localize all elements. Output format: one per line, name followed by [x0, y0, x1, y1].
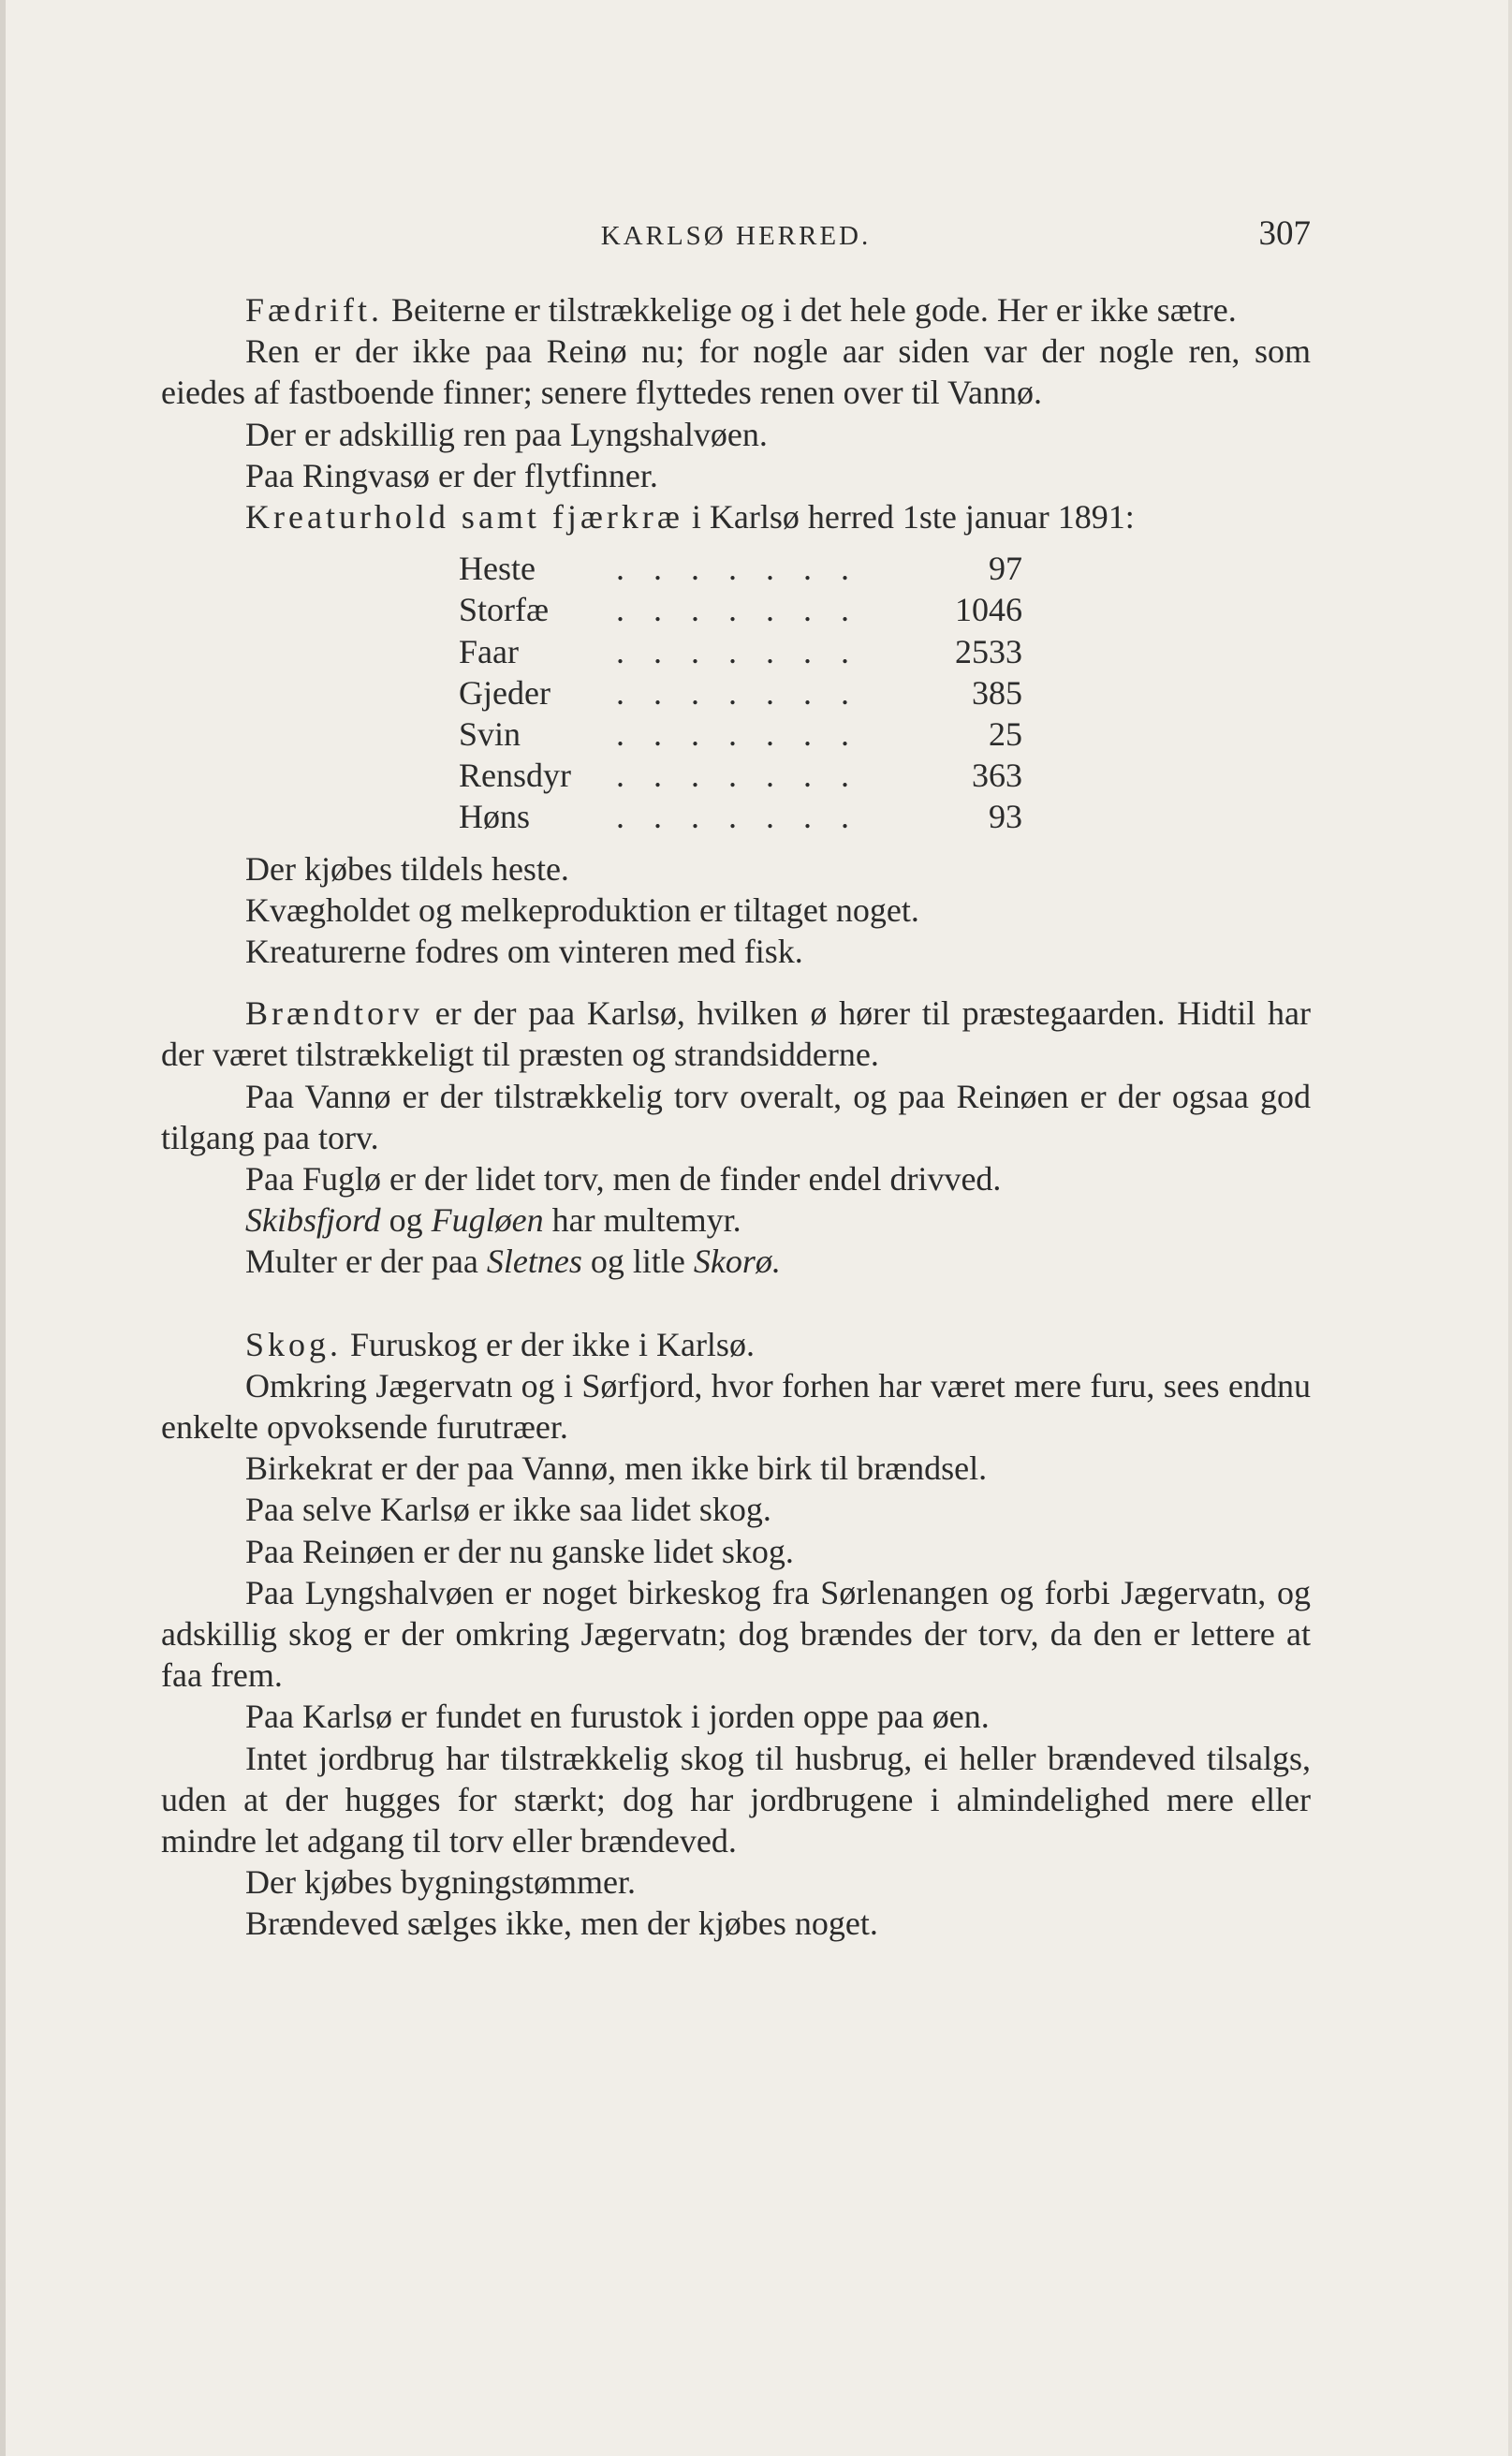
- livestock-name: Faar: [459, 632, 519, 670]
- leader-dots: . . . . . . .: [616, 632, 859, 670]
- lyngshalvoen-paragraph: Der er adskillig ren paa Lyngshalvøen.: [245, 415, 768, 453]
- place-sletnes: Sletnes: [486, 1243, 582, 1281]
- vanno-paragraph: Paa Vannø er der tilstrækkelig torv overalt, og paa Reinøen er der ogsaa god tilgang paa torv.: [161, 1077, 1311, 1156]
- livestock-count: 93: [989, 798, 1022, 836]
- faedrift-paragraph: [161, 289, 1311, 331]
- section-gap: [161, 972, 1311, 993]
- page-number: 307: [1258, 214, 1311, 253]
- kvaegholdet-paragraph: Kvægholdet og melkeproduktion er tiltaget noget.: [245, 890, 919, 929]
- leader-dots: . . . . . . .: [616, 550, 859, 588]
- place-fugloen: Fugløen: [431, 1201, 544, 1240]
- leader-dots: . . . . . . .: [616, 591, 859, 629]
- livestock-name: Høns: [459, 798, 531, 836]
- jaegervatn-paragraph: Omkring Jægervatn og i Sørfjord, hvor forhen har været mere furu, sees endnu enkelte opvoksende furutræer.: [161, 1366, 1311, 1446]
- running-title: KARLSØ HERRED.: [600, 221, 872, 251]
- place-skoro: Skorø.: [693, 1243, 781, 1281]
- section-gap: [161, 1283, 1311, 1324]
- multer-paragraph: [161, 1241, 1311, 1282]
- livestock-count: 1046: [955, 591, 1022, 629]
- skog-paragraph: [161, 1324, 1311, 1365]
- livestock-count: 97: [989, 550, 1022, 588]
- skog-heading: Skog.: [245, 1325, 343, 1363]
- ren-paragraph: Ren er der ikke paa Reinø nu; for nogle aar siden var der nogle ren, som eiedes af fastboende finner; senere flyttedes renen over til Vannø.: [161, 332, 1311, 412]
- kreaturhold-text: i Karlsø herred 1ste januar 1891:: [683, 498, 1135, 537]
- page-header: [161, 213, 1311, 260]
- braendtorv-text: er der paa Karlsø, hvilken ø hører til præstegaarden. Hidtil har der været tilstrækkeligt til præsten og strandsidderne.: [161, 994, 1311, 1074]
- page-edge-right: [1508, 0, 1512, 2456]
- multemyr-text: har multemyr.: [543, 1201, 741, 1240]
- kreaturhold-heading: Kreaturhold samt fjærkræ: [245, 498, 683, 537]
- bygningstommer-paragraph: Der kjøbes bygningstømmer.: [245, 1863, 636, 1902]
- livestock-count: 2533: [955, 632, 1022, 670]
- kreaturhold-paragraph: [161, 496, 1311, 537]
- skog-text: Furuskog er der ikke i Karlsø.: [342, 1325, 755, 1363]
- leader-dots: . . . . . . .: [616, 757, 859, 795]
- ringvaso-paragraph: Paa Ringvasø er der flytfinner.: [245, 456, 658, 494]
- reinoen-skog-paragraph: Paa Reinøen er der nu ganske lidet skog.: [245, 1532, 794, 1570]
- place-skibsfjord: Skibsfjord: [245, 1201, 381, 1240]
- livestock-row: [459, 589, 1170, 630]
- braendeved-paragraph: Brændeved sælges ikke, men der kjøbes noget.: [245, 1905, 878, 1943]
- livestock-name: Storfæ: [459, 591, 550, 629]
- livestock-name: Heste: [459, 550, 536, 588]
- livestock-row: [459, 755, 1170, 796]
- livestock-count: 363: [972, 757, 1022, 795]
- braendtorv-paragraph: [161, 993, 1311, 1075]
- furustok-paragraph: Paa Karlsø er fundet en furustok i jorden oppe paa øen.: [245, 1698, 990, 1736]
- fuglo-paragraph: Paa Fuglø er der lidet torv, men de finder endel drivved.: [245, 1159, 1002, 1198]
- page-body: [161, 289, 1311, 1945]
- livestock-count: 25: [989, 714, 1022, 753]
- livestock-count: 385: [972, 673, 1022, 712]
- kreaturerne-paragraph: Kreaturerne fodres om vinteren med fisk.: [245, 932, 803, 970]
- livestock-name: Gjeder: [459, 673, 550, 712]
- faedrift-heading: Fædrift.: [245, 291, 384, 329]
- heste-paragraph: Der kjøbes tildels heste.: [245, 849, 569, 888]
- leader-dots: . . . . . . .: [616, 714, 859, 753]
- livestock-row: [459, 548, 1170, 589]
- multemyr-paragraph: [161, 1199, 1311, 1241]
- livestock-name: Svin: [459, 714, 521, 753]
- leader-dots: . . . . . . .: [616, 673, 859, 712]
- livestock-row: [459, 672, 1170, 713]
- livestock-row: [459, 796, 1170, 837]
- braendtorv-heading: Brændtorv: [245, 994, 424, 1033]
- livestock-name: Rensdyr: [459, 757, 571, 795]
- karlso-skog-paragraph: Paa selve Karlsø er ikke saa lidet skog.: [245, 1491, 771, 1529]
- connector-text: og: [380, 1201, 432, 1240]
- birkekrat-paragraph: Birkekrat er der paa Vannø, men ikke birk til brændsel.: [245, 1449, 988, 1488]
- livestock-row: [459, 631, 1170, 672]
- faedrift-text: Beiterne er tilstrækkelige og i det hele gode. Her er ikke sætre.: [383, 291, 1237, 329]
- connector-text: og litle: [581, 1243, 694, 1281]
- page-edge-left: [0, 0, 6, 2456]
- leader-dots: . . . . . . .: [616, 798, 859, 836]
- multer-text: Multer er der paa: [245, 1243, 487, 1281]
- jordbrug-paragraph: Intet jordbrug har tilstrækkelig skog til husbrug, ei heller brændeved tilsalgs, uden at der hugges for stærkt; dog har jordbrugene i almindelighed mere eller mindre let adgang til torv eller brændeved.: [161, 1739, 1311, 1860]
- livestock-row: [459, 713, 1170, 755]
- lyngshalvoen-skog-paragraph: Paa Lyngshalvøen er noget birkeskog fra Sørlenangen og forbi Jægervatn, og adskillig skog er der omkring Jægervatn; dog brændes der torv, da den er lettere at faa frem.: [161, 1573, 1311, 1695]
- livestock-table: [161, 548, 1311, 837]
